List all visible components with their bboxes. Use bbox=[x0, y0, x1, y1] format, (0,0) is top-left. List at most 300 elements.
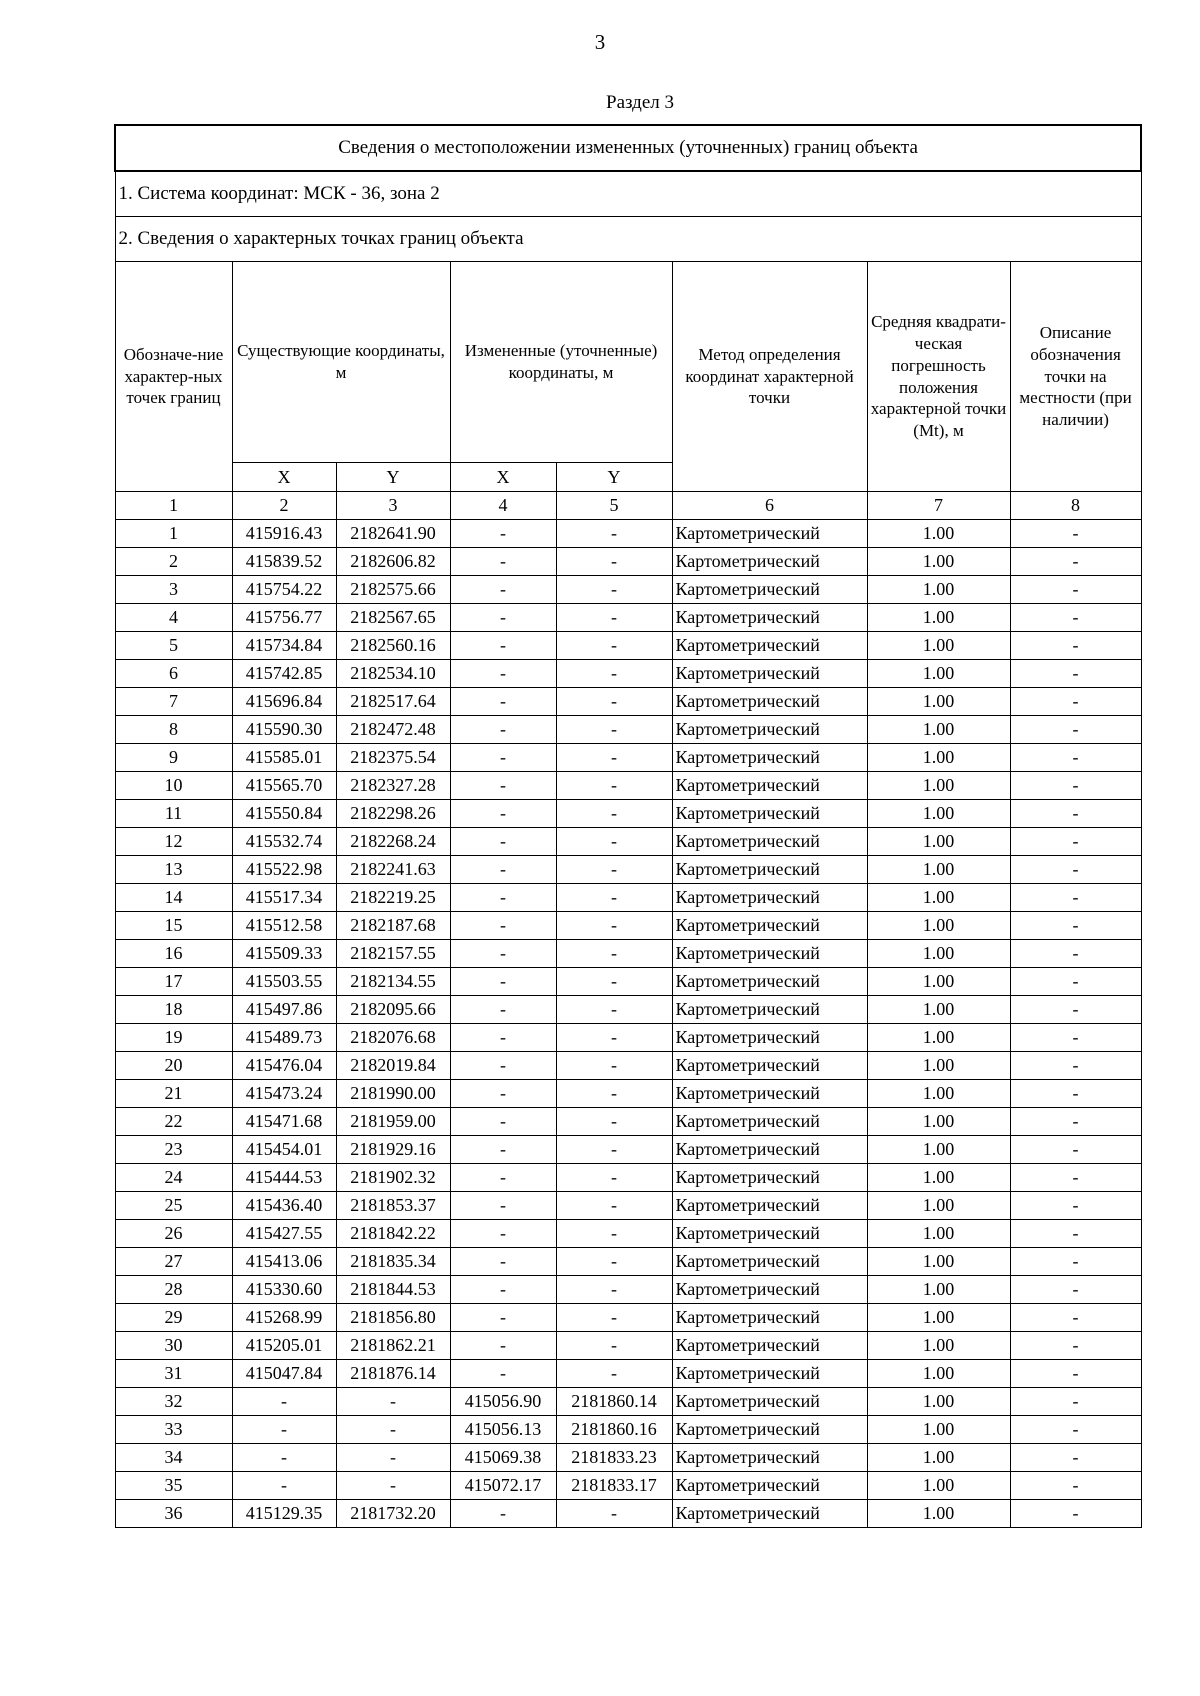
description-cell: - bbox=[1010, 940, 1141, 968]
header-point-designation: Обозначе-ние характер-ных точек границ bbox=[115, 262, 232, 492]
changed-y-cell: - bbox=[556, 1080, 672, 1108]
point-number-cell: 15 bbox=[115, 912, 232, 940]
changed-y-cell: - bbox=[556, 576, 672, 604]
method-cell: Картометрический bbox=[672, 1108, 867, 1136]
existing-y-cell: 2181856.80 bbox=[336, 1304, 450, 1332]
table-row bbox=[115, 828, 1141, 856]
point-number-cell: 9 bbox=[115, 744, 232, 772]
method-cell: Картометрический bbox=[672, 604, 867, 632]
point-number-cell: 17 bbox=[115, 968, 232, 996]
changed-y-cell: - bbox=[556, 716, 672, 744]
existing-x-cell: 415517.34 bbox=[232, 884, 336, 912]
existing-y-cell: - bbox=[336, 1444, 450, 1472]
boundary-points-table bbox=[114, 124, 1142, 1528]
table-row bbox=[115, 688, 1141, 716]
changed-x-cell: - bbox=[450, 576, 556, 604]
point-number-cell: 26 bbox=[115, 1220, 232, 1248]
existing-x-cell: - bbox=[232, 1472, 336, 1500]
table-row bbox=[115, 856, 1141, 884]
changed-y-cell: - bbox=[556, 996, 672, 1024]
description-cell: - bbox=[1010, 1416, 1141, 1444]
mean-error-cell: 1.00 bbox=[867, 1164, 1010, 1192]
header-existing-y: Y bbox=[336, 463, 450, 492]
existing-y-cell: 2182560.16 bbox=[336, 632, 450, 660]
existing-x-cell: 415565.70 bbox=[232, 772, 336, 800]
point-number-cell: 6 bbox=[115, 660, 232, 688]
mean-error-cell: 1.00 bbox=[867, 548, 1010, 576]
mean-error-cell: 1.00 bbox=[867, 1472, 1010, 1500]
changed-x-cell: 415056.13 bbox=[450, 1416, 556, 1444]
description-cell: - bbox=[1010, 772, 1141, 800]
description-cell: - bbox=[1010, 660, 1141, 688]
table-row bbox=[115, 1388, 1141, 1416]
point-number-cell: 1 bbox=[115, 520, 232, 548]
point-number-cell: 24 bbox=[115, 1164, 232, 1192]
changed-y-cell: - bbox=[556, 1024, 672, 1052]
existing-x-cell: 415427.55 bbox=[232, 1220, 336, 1248]
method-cell: Картометрический bbox=[672, 996, 867, 1024]
point-number-cell: 21 bbox=[115, 1080, 232, 1108]
changed-y-cell: - bbox=[556, 548, 672, 576]
existing-x-cell: 415444.53 bbox=[232, 1164, 336, 1192]
description-cell: - bbox=[1010, 548, 1141, 576]
existing-x-cell: 415473.24 bbox=[232, 1080, 336, 1108]
existing-y-cell: 2181732.20 bbox=[336, 1500, 450, 1528]
changed-x-cell: - bbox=[450, 996, 556, 1024]
section-label: Раздел 3 bbox=[606, 92, 674, 113]
header-method: Метод определения координат характерной точки bbox=[672, 262, 867, 492]
mean-error-cell: 1.00 bbox=[867, 1500, 1010, 1528]
changed-x-cell: - bbox=[450, 828, 556, 856]
mean-error-cell: 1.00 bbox=[867, 968, 1010, 996]
mean-error-cell: 1.00 bbox=[867, 1136, 1010, 1164]
changed-y-cell: - bbox=[556, 1164, 672, 1192]
table-row bbox=[115, 716, 1141, 744]
point-number-cell: 25 bbox=[115, 1192, 232, 1220]
changed-x-cell: - bbox=[450, 1108, 556, 1136]
point-number-cell: 11 bbox=[115, 800, 232, 828]
coordinate-system-line: 1. Система координат: МСК - 36, зона 2 bbox=[115, 171, 1141, 217]
table-title: Сведения о местоположении измененных (уточненных) границ объекта bbox=[115, 125, 1141, 171]
description-cell: - bbox=[1010, 1332, 1141, 1360]
changed-y-cell: - bbox=[556, 520, 672, 548]
table-row bbox=[115, 912, 1141, 940]
changed-x-cell: - bbox=[450, 1248, 556, 1276]
method-cell: Картометрический bbox=[672, 660, 867, 688]
changed-y-cell: 2181860.14 bbox=[556, 1388, 672, 1416]
table-row bbox=[115, 1248, 1141, 1276]
point-number-cell: 19 bbox=[115, 1024, 232, 1052]
changed-x-cell: - bbox=[450, 1220, 556, 1248]
method-cell: Картометрический bbox=[672, 912, 867, 940]
column-number-cell: 4 bbox=[450, 492, 556, 520]
changed-x-cell: - bbox=[450, 800, 556, 828]
point-number-cell: 18 bbox=[115, 996, 232, 1024]
changed-y-cell: - bbox=[556, 1304, 672, 1332]
mean-error-cell: 1.00 bbox=[867, 1192, 1010, 1220]
existing-x-cell: 415756.77 bbox=[232, 604, 336, 632]
table-row bbox=[115, 1052, 1141, 1080]
existing-y-cell: 2181929.16 bbox=[336, 1136, 450, 1164]
header-changed-coordinates: Измененные (уточненные) координаты, м bbox=[450, 262, 672, 463]
column-number-cell: 8 bbox=[1010, 492, 1141, 520]
changed-x-cell: - bbox=[450, 1136, 556, 1164]
method-cell: Картометрический bbox=[672, 716, 867, 744]
description-cell: - bbox=[1010, 828, 1141, 856]
description-cell: - bbox=[1010, 576, 1141, 604]
table-row bbox=[115, 1024, 1141, 1052]
method-cell: Картометрический bbox=[672, 688, 867, 716]
point-number-cell: 5 bbox=[115, 632, 232, 660]
changed-x-cell: - bbox=[450, 548, 556, 576]
description-cell: - bbox=[1010, 520, 1141, 548]
existing-x-cell: 415330.60 bbox=[232, 1276, 336, 1304]
changed-y-cell: - bbox=[556, 632, 672, 660]
description-cell: - bbox=[1010, 716, 1141, 744]
description-cell: - bbox=[1010, 912, 1141, 940]
changed-x-cell: - bbox=[450, 884, 556, 912]
existing-x-cell: - bbox=[232, 1388, 336, 1416]
changed-x-cell: 415069.38 bbox=[450, 1444, 556, 1472]
description-cell: - bbox=[1010, 1276, 1141, 1304]
changed-y-cell: - bbox=[556, 1248, 672, 1276]
mean-error-cell: 1.00 bbox=[867, 1108, 1010, 1136]
table-body bbox=[115, 520, 1141, 1528]
existing-x-cell: 415454.01 bbox=[232, 1136, 336, 1164]
existing-y-cell: - bbox=[336, 1416, 450, 1444]
table-row bbox=[115, 1164, 1141, 1192]
existing-y-cell: 2181990.00 bbox=[336, 1080, 450, 1108]
changed-x-cell: - bbox=[450, 1332, 556, 1360]
changed-x-cell: - bbox=[450, 940, 556, 968]
changed-x-cell: - bbox=[450, 968, 556, 996]
changed-y-cell: - bbox=[556, 856, 672, 884]
existing-x-cell: 415916.43 bbox=[232, 520, 336, 548]
mean-error-cell: 1.00 bbox=[867, 1248, 1010, 1276]
changed-y-cell: - bbox=[556, 772, 672, 800]
page-number: 3 bbox=[594, 30, 606, 54]
changed-y-cell: - bbox=[556, 1192, 672, 1220]
table-row bbox=[115, 1220, 1141, 1248]
mean-error-cell: 1.00 bbox=[867, 1388, 1010, 1416]
changed-x-cell: - bbox=[450, 688, 556, 716]
mean-error-cell: 1.00 bbox=[867, 604, 1010, 632]
existing-x-cell: 415522.98 bbox=[232, 856, 336, 884]
changed-y-cell: - bbox=[556, 660, 672, 688]
table-row bbox=[115, 660, 1141, 688]
mean-error-cell: 1.00 bbox=[867, 996, 1010, 1024]
points-info-line: 2. Сведения о характерных точках границ объекта bbox=[115, 217, 1141, 262]
description-cell: - bbox=[1010, 1360, 1141, 1388]
changed-x-cell: - bbox=[450, 856, 556, 884]
changed-x-cell: - bbox=[450, 716, 556, 744]
column-number-cell: 3 bbox=[336, 492, 450, 520]
changed-x-cell: - bbox=[450, 520, 556, 548]
description-cell: - bbox=[1010, 1136, 1141, 1164]
existing-y-cell: 2182241.63 bbox=[336, 856, 450, 884]
point-number-cell: 31 bbox=[115, 1360, 232, 1388]
point-number-cell: 34 bbox=[115, 1444, 232, 1472]
point-number-cell: 16 bbox=[115, 940, 232, 968]
point-number-cell: 30 bbox=[115, 1332, 232, 1360]
changed-y-cell: - bbox=[556, 604, 672, 632]
method-cell: Картометрический bbox=[672, 1136, 867, 1164]
changed-x-cell: - bbox=[450, 912, 556, 940]
table-row bbox=[115, 1276, 1141, 1304]
existing-y-cell: - bbox=[336, 1388, 450, 1416]
description-cell: - bbox=[1010, 1472, 1141, 1500]
existing-x-cell: 415497.86 bbox=[232, 996, 336, 1024]
changed-x-cell: - bbox=[450, 1192, 556, 1220]
description-cell: - bbox=[1010, 1500, 1141, 1528]
mean-error-cell: 1.00 bbox=[867, 856, 1010, 884]
existing-y-cell: 2182472.48 bbox=[336, 716, 450, 744]
existing-x-cell: 415205.01 bbox=[232, 1332, 336, 1360]
mean-error-cell: 1.00 bbox=[867, 1416, 1010, 1444]
changed-x-cell: - bbox=[450, 1500, 556, 1528]
point-number-cell: 27 bbox=[115, 1248, 232, 1276]
method-cell: Картометрический bbox=[672, 1472, 867, 1500]
point-number-cell: 23 bbox=[115, 1136, 232, 1164]
point-number-cell: 20 bbox=[115, 1052, 232, 1080]
changed-y-cell: - bbox=[556, 1360, 672, 1388]
point-number-cell: 4 bbox=[115, 604, 232, 632]
table-row bbox=[115, 1444, 1141, 1472]
method-cell: Картометрический bbox=[672, 1332, 867, 1360]
mean-error-cell: 1.00 bbox=[867, 716, 1010, 744]
mean-error-cell: 1.00 bbox=[867, 1024, 1010, 1052]
existing-y-cell: 2181835.34 bbox=[336, 1248, 450, 1276]
method-cell: Картометрический bbox=[672, 1220, 867, 1248]
changed-y-cell: - bbox=[556, 744, 672, 772]
mean-error-cell: 1.00 bbox=[867, 828, 1010, 856]
changed-y-cell: - bbox=[556, 1220, 672, 1248]
point-number-cell: 28 bbox=[115, 1276, 232, 1304]
table-row bbox=[115, 520, 1141, 548]
column-number-cell: 5 bbox=[556, 492, 672, 520]
point-number-cell: 35 bbox=[115, 1472, 232, 1500]
existing-x-cell: 415268.99 bbox=[232, 1304, 336, 1332]
table-row bbox=[115, 744, 1141, 772]
description-cell: - bbox=[1010, 1192, 1141, 1220]
column-number-cell: 2 bbox=[232, 492, 336, 520]
changed-y-cell: 2181833.23 bbox=[556, 1444, 672, 1472]
mean-error-cell: 1.00 bbox=[867, 940, 1010, 968]
existing-y-cell: 2182375.54 bbox=[336, 744, 450, 772]
existing-x-cell: 415047.84 bbox=[232, 1360, 336, 1388]
changed-y-cell: - bbox=[556, 800, 672, 828]
existing-y-cell: 2182298.26 bbox=[336, 800, 450, 828]
point-number-cell: 7 bbox=[115, 688, 232, 716]
column-number-row bbox=[115, 492, 1141, 520]
existing-y-cell: 2181853.37 bbox=[336, 1192, 450, 1220]
table-row bbox=[115, 1472, 1141, 1500]
table-row bbox=[115, 800, 1141, 828]
description-cell: - bbox=[1010, 856, 1141, 884]
method-cell: Картометрический bbox=[672, 1192, 867, 1220]
point-number-cell: 36 bbox=[115, 1500, 232, 1528]
existing-y-cell: 2182187.68 bbox=[336, 912, 450, 940]
method-cell: Картометрический bbox=[672, 1444, 867, 1472]
method-cell: Картометрический bbox=[672, 1024, 867, 1052]
table-row bbox=[115, 884, 1141, 912]
table-row bbox=[115, 1108, 1141, 1136]
method-cell: Картометрический bbox=[672, 1276, 867, 1304]
existing-y-cell: 2182606.82 bbox=[336, 548, 450, 576]
existing-x-cell: 415129.35 bbox=[232, 1500, 336, 1528]
point-number-cell: 33 bbox=[115, 1416, 232, 1444]
point-number-cell: 22 bbox=[115, 1108, 232, 1136]
header-description: Описание обозначения точки на местности (при наличии) bbox=[1010, 262, 1141, 492]
point-number-cell: 29 bbox=[115, 1304, 232, 1332]
existing-y-cell: 2182575.66 bbox=[336, 576, 450, 604]
existing-y-cell: 2182095.66 bbox=[336, 996, 450, 1024]
changed-x-cell: - bbox=[450, 1276, 556, 1304]
point-number-cell: 2 bbox=[115, 548, 232, 576]
mean-error-cell: 1.00 bbox=[867, 1052, 1010, 1080]
method-cell: Картометрический bbox=[672, 772, 867, 800]
changed-x-cell: - bbox=[450, 1304, 556, 1332]
changed-y-cell: - bbox=[556, 1332, 672, 1360]
table-row bbox=[115, 1416, 1141, 1444]
method-cell: Картометрический bbox=[672, 1416, 867, 1444]
table-row bbox=[115, 632, 1141, 660]
existing-y-cell: 2182019.84 bbox=[336, 1052, 450, 1080]
mean-error-cell: 1.00 bbox=[867, 1276, 1010, 1304]
table-row bbox=[115, 1136, 1141, 1164]
method-cell: Картометрический bbox=[672, 856, 867, 884]
mean-error-cell: 1.00 bbox=[867, 1304, 1010, 1332]
existing-y-cell: - bbox=[336, 1472, 450, 1500]
mean-error-cell: 1.00 bbox=[867, 1360, 1010, 1388]
mean-error-cell: 1.00 bbox=[867, 884, 1010, 912]
mean-error-cell: 1.00 bbox=[867, 1080, 1010, 1108]
method-cell: Картометрический bbox=[672, 1248, 867, 1276]
changed-x-cell: - bbox=[450, 1052, 556, 1080]
existing-x-cell: 415503.55 bbox=[232, 968, 336, 996]
changed-y-cell: 2181833.17 bbox=[556, 1472, 672, 1500]
mean-error-cell: 1.00 bbox=[867, 772, 1010, 800]
table-row bbox=[115, 1192, 1141, 1220]
changed-y-cell: - bbox=[556, 1136, 672, 1164]
description-cell: - bbox=[1010, 1164, 1141, 1192]
description-cell: - bbox=[1010, 996, 1141, 1024]
description-cell: - bbox=[1010, 688, 1141, 716]
header-mean-error: Средняя квадрати-ческая погрешность положения характерной точки (Mt), м bbox=[867, 262, 1010, 492]
existing-y-cell: 2182157.55 bbox=[336, 940, 450, 968]
table-row bbox=[115, 940, 1141, 968]
existing-y-cell: 2181842.22 bbox=[336, 1220, 450, 1248]
existing-y-cell: 2182268.24 bbox=[336, 828, 450, 856]
point-number-cell: 8 bbox=[115, 716, 232, 744]
changed-x-cell: - bbox=[450, 660, 556, 688]
changed-y-cell: - bbox=[556, 1108, 672, 1136]
method-cell: Картометрический bbox=[672, 1052, 867, 1080]
description-cell: - bbox=[1010, 884, 1141, 912]
method-cell: Картометрический bbox=[672, 940, 867, 968]
existing-x-cell: 415509.33 bbox=[232, 940, 336, 968]
mean-error-cell: 1.00 bbox=[867, 660, 1010, 688]
changed-y-cell: - bbox=[556, 884, 672, 912]
changed-x-cell: - bbox=[450, 632, 556, 660]
method-cell: Картометрический bbox=[672, 1500, 867, 1528]
changed-x-cell: - bbox=[450, 604, 556, 632]
changed-y-cell: - bbox=[556, 688, 672, 716]
mean-error-cell: 1.00 bbox=[867, 1332, 1010, 1360]
method-cell: Картометрический bbox=[672, 744, 867, 772]
existing-x-cell: - bbox=[232, 1416, 336, 1444]
existing-y-cell: 2182641.90 bbox=[336, 520, 450, 548]
existing-y-cell: 2181876.14 bbox=[336, 1360, 450, 1388]
existing-x-cell: 415734.84 bbox=[232, 632, 336, 660]
existing-x-cell: 415532.74 bbox=[232, 828, 336, 856]
description-cell: - bbox=[1010, 1388, 1141, 1416]
existing-y-cell: 2182534.10 bbox=[336, 660, 450, 688]
existing-y-cell: 2182567.65 bbox=[336, 604, 450, 632]
description-cell: - bbox=[1010, 1444, 1141, 1472]
description-cell: - bbox=[1010, 1248, 1141, 1276]
table-row bbox=[115, 548, 1141, 576]
description-cell: - bbox=[1010, 1024, 1141, 1052]
table-row bbox=[115, 604, 1141, 632]
changed-y-cell: - bbox=[556, 1500, 672, 1528]
changed-x-cell: - bbox=[450, 1080, 556, 1108]
changed-x-cell: - bbox=[450, 1360, 556, 1388]
mean-error-cell: 1.00 bbox=[867, 520, 1010, 548]
table-row bbox=[115, 576, 1141, 604]
point-number-cell: 14 bbox=[115, 884, 232, 912]
column-number-cell: 6 bbox=[672, 492, 867, 520]
changed-y-cell: - bbox=[556, 968, 672, 996]
mean-error-cell: 1.00 bbox=[867, 576, 1010, 604]
mean-error-cell: 1.00 bbox=[867, 632, 1010, 660]
method-cell: Картометрический bbox=[672, 548, 867, 576]
existing-x-cell: 415489.73 bbox=[232, 1024, 336, 1052]
mean-error-cell: 1.00 bbox=[867, 688, 1010, 716]
method-cell: Картометрический bbox=[672, 1164, 867, 1192]
changed-x-cell: - bbox=[450, 772, 556, 800]
mean-error-cell: 1.00 bbox=[867, 912, 1010, 940]
description-cell: - bbox=[1010, 632, 1141, 660]
column-number-cell: 1 bbox=[115, 492, 232, 520]
table-row bbox=[115, 968, 1141, 996]
mean-error-cell: 1.00 bbox=[867, 744, 1010, 772]
changed-y-cell: - bbox=[556, 1052, 672, 1080]
existing-y-cell: 2181902.32 bbox=[336, 1164, 450, 1192]
description-cell: - bbox=[1010, 1080, 1141, 1108]
method-cell: Картометрический bbox=[672, 800, 867, 828]
existing-x-cell: 415476.04 bbox=[232, 1052, 336, 1080]
changed-y-cell: - bbox=[556, 940, 672, 968]
mean-error-cell: 1.00 bbox=[867, 1220, 1010, 1248]
point-number-cell: 32 bbox=[115, 1388, 232, 1416]
existing-y-cell: 2182327.28 bbox=[336, 772, 450, 800]
table-row bbox=[115, 1080, 1141, 1108]
existing-y-cell: 2182134.55 bbox=[336, 968, 450, 996]
existing-y-cell: 2181862.21 bbox=[336, 1332, 450, 1360]
point-number-cell: 12 bbox=[115, 828, 232, 856]
existing-x-cell: 415742.85 bbox=[232, 660, 336, 688]
point-number-cell: 10 bbox=[115, 772, 232, 800]
existing-y-cell: 2181844.53 bbox=[336, 1276, 450, 1304]
method-cell: Картометрический bbox=[672, 1080, 867, 1108]
description-cell: - bbox=[1010, 1108, 1141, 1136]
header-changed-y: Y bbox=[556, 463, 672, 492]
changed-y-cell: - bbox=[556, 912, 672, 940]
description-cell: - bbox=[1010, 1220, 1141, 1248]
existing-x-cell: 415839.52 bbox=[232, 548, 336, 576]
table-row bbox=[115, 996, 1141, 1024]
